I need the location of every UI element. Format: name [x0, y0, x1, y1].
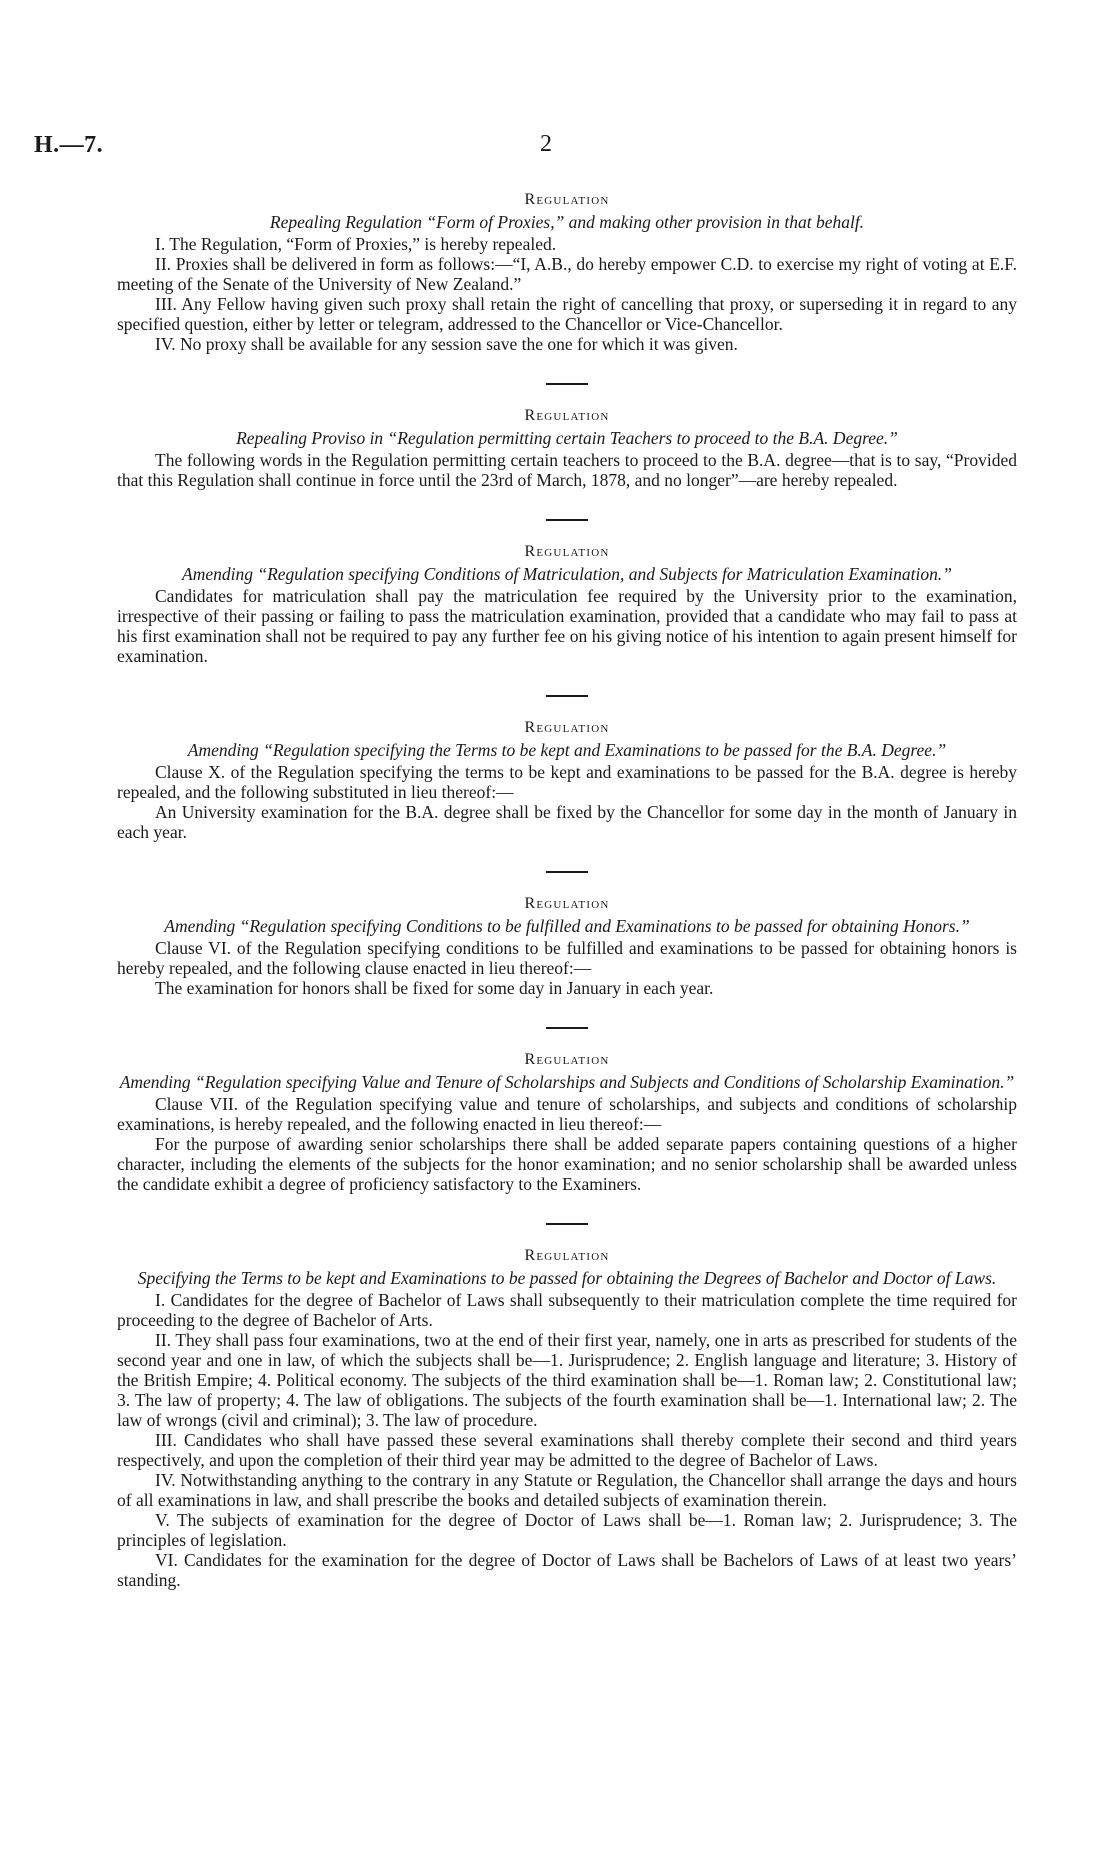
regulation-subtitle: Amending “Regulation specifying Conditions to be fulfilled and Examinations to be passed for obtaining Honors.”: [164, 916, 970, 936]
regulation-section: [117, 1050, 1017, 1194]
section-divider: [117, 1212, 1017, 1232]
regulation-heading: Regulation: [524, 719, 610, 736]
paragraph: Clause VI. of the Regulation specifying conditions to be fulfilled and examinations to be passed for obtaining honors is hereby repealed, and the following clause enacted in lieu thereof:—: [117, 938, 1017, 978]
paragraph: The following words in the Regulation permitting certain teachers to proceed to the B.A. degree—that is to say, “Provided that this Regulation shall continue in force until the 23rd of March, 1878, and no longer”—are hereby repealed.: [117, 450, 1017, 490]
regulation-heading: Regulation: [524, 407, 610, 424]
divider-rule: [546, 871, 588, 873]
regulation-section: [117, 542, 1017, 666]
regulation-heading: Regulation: [524, 1051, 610, 1068]
paragraph: I. The Regulation, “Form of Proxies,” is hereby repealed.: [155, 234, 557, 254]
page-number: 2: [540, 131, 552, 157]
regulation-subtitle: Repealing Regulation “Form of Proxies,” and making other provision in that behalf.: [269, 212, 865, 232]
divider-rule: [546, 1027, 588, 1029]
paragraph: I. Candidates for the degree of Bachelor of Laws shall subsequently to their matriculation complete the time required for proceeding to the degree of Bachelor of Arts.: [117, 1290, 1017, 1330]
divider-rule: [546, 1223, 588, 1225]
regulation-heading: Regulation: [524, 543, 610, 560]
paragraph: An University examination for the B.A. degree shall be fixed by the Chancellor for some day in the month of January in each year.: [117, 802, 1017, 842]
paragraph: Clause X. of the Regulation specifying the terms to be kept and examinations to be passed for the B.A. degree is hereby repealed, and the following substituted in lieu thereof:—: [117, 762, 1017, 802]
regulation-section: [117, 190, 1017, 354]
paragraph: IV. No proxy shall be available for any session save the one for which it was given.: [155, 334, 738, 354]
regulation-subtitle: Amending “Regulation specifying Value and Tenure of Scholarships and Subjects and Conditions of Scholarship Examination.”: [119, 1072, 1015, 1092]
regulation-subtitle: Specifying the Terms to be kept and Examinations to be passed for obtaining the Degrees of Bachelor and Doctor of Laws.: [137, 1268, 997, 1288]
regulation-section: [117, 1246, 1017, 1590]
section-divider: [117, 372, 1017, 392]
paragraph: V. The subjects of examination for the degree of Doctor of Laws shall be—1. Roman law; 2. Jurisprudence; 3. The principles of legislation.: [117, 1510, 1017, 1550]
paragraph: III. Any Fellow having given such proxy shall retain the right of cancelling that proxy, or superseding it in regard to any specified question, either by letter or telegram, addressed to the Chancellor or Vice-Chancellor.: [117, 294, 1017, 334]
paragraph: IV. Notwithstanding anything to the contrary in any Statute or Regulation, the Chancellor shall arrange the days and hours of all examinations in law, and shall prescribe the books and detailed subjects of examination therein.: [117, 1470, 1017, 1510]
regulation-section: [117, 718, 1017, 842]
section-divider: [117, 508, 1017, 528]
paper-code: H.—7.: [34, 132, 104, 158]
regulation-section: [117, 406, 1017, 490]
regulation-section: [117, 894, 1017, 998]
paragraph: The examination for honors shall be fixed for some day in January in each year.: [155, 978, 714, 998]
paragraph: II. Proxies shall be delivered in form as follows:—“I, A.B., do hereby empower C.D. to exercise my right of voting at E.F. meeting of the Senate of the University of New Zealand.”: [117, 254, 1017, 294]
regulation-heading: Regulation: [524, 1247, 610, 1264]
section-divider: [117, 684, 1017, 704]
paragraph: II. They shall pass four examinations, two at the end of their first year, namely, one in arts as prescribed for students of the second year and one in law, of which the subjects shall be—1. Jurisprudence; 2. English language and literature; 3. History of the British Empire; 4. Political economy. The subjects of the third examination shall be—1. Roman law; 2. Constitutional law; 3. The law of property; 4. The law of obligations. The subjects of the fourth examination shall be—1. International law; 2. The law of wrongs (civil and criminal); 3. The law of procedure.: [117, 1330, 1017, 1430]
regulation-subtitle: Amending “Regulation specifying the Terms to be kept and Examinations to be passed for the B.A. Degree.”: [187, 740, 947, 760]
paragraph: Clause VII. of the Regulation specifying value and tenure of scholarships, and subjects and conditions of scholarship examinations, is hereby repealed, and the following enacted in lieu thereof:—: [117, 1094, 1017, 1134]
divider-rule: [546, 383, 588, 385]
regulation-subtitle: Repealing Proviso in “Regulation permitting certain Teachers to proceed to the B.A. Degree.”: [236, 428, 898, 448]
divider-rule: [546, 519, 588, 521]
regulation-heading: Regulation: [524, 895, 610, 912]
paragraph: Candidates for matriculation shall pay the matriculation fee required by the University prior to the examination, irrespective of their passing or failing to pass the matriculation examination, provided that a candidate who may fail to pass at his first examination shall not be required to pay any further fee on his giving notice of his intention to again present himself for examination.: [117, 586, 1017, 666]
regulation-subtitle: Amending “Regulation specifying Conditions of Matriculation, and Subjects for Matriculation Examination.”: [182, 564, 952, 584]
paragraph: VI. Candidates for the examination for the degree of Doctor of Laws shall be Bachelors of Laws of at least two years’ standing.: [117, 1550, 1017, 1590]
divider-rule: [546, 695, 588, 697]
section-divider: [117, 1016, 1017, 1036]
regulation-heading: Regulation: [524, 191, 610, 208]
body-column: [117, 190, 1017, 1590]
paragraph: III. Candidates who shall have passed these several examinations shall thereby complete their second and third years respectively, and upon the completion of their third year may be admitted to the degree of Bachelor of Laws.: [117, 1430, 1017, 1470]
paragraph: For the purpose of awarding senior scholarships there shall be added separate papers containing questions of a higher character, including the elements of the subjects for the honor examination; and no senior scholarship shall be awarded unless the candidate exhibit a degree of proficiency satisfactory to the Examiners.: [117, 1134, 1017, 1194]
section-divider: [117, 860, 1017, 880]
